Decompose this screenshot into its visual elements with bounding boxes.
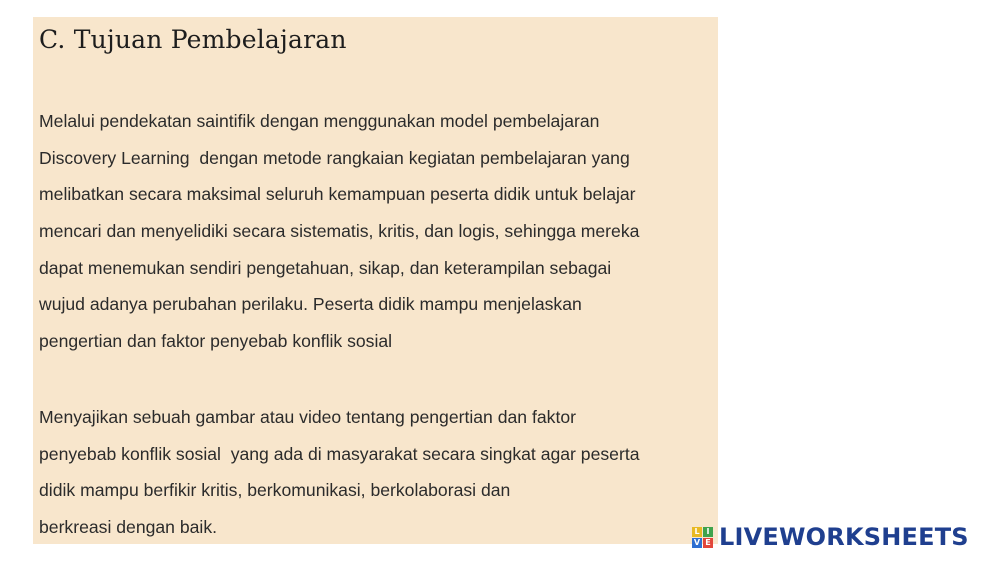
paragraph-line: berkreasi dengan baik.	[39, 517, 218, 538]
paragraph-line: mencari dan menyelidiki secara sistematis, kritis, dan logis, sehingga mereka	[39, 221, 640, 242]
learning-objectives-card	[33, 17, 718, 544]
paragraph-line: penyebab konflik sosial yang ada di masyarakat secara singkat agar peserta	[39, 443, 640, 464]
paragraph-line: Menyajikan sebuah gambar atau video tentang pengertian dan faktor	[39, 407, 576, 427]
logo-letter: E	[703, 538, 713, 548]
paragraph-line: Discovery Learning dengan metode rangkaian kegiatan pembelajaran yang	[39, 147, 630, 168]
paragraph-line: wujud adanya perubahan perilaku. Peserta didik mampu menjelaskan	[39, 294, 582, 315]
logo-letter: V	[693, 537, 701, 547]
liveworksheets-logo-icon	[692, 527, 713, 548]
paragraph-line: dapat menemukan sendiri pengetahuan, sikap, dan keterampilan sebagai	[39, 257, 612, 278]
paragraph-line: pengertian dan faktor penyebab konflik sosial	[39, 331, 393, 352]
objectives-paragraph-2	[39, 399, 717, 546]
logo-letter: I	[703, 527, 713, 537]
brand-wordmark: LIVEWORKSHEETS	[719, 523, 969, 551]
paragraph-line: didik mampu berfikir kritis, berkomunikasi, berkolaborasi dan	[39, 480, 511, 501]
section-title: C. Tujuan Pembelajaran	[39, 25, 347, 54]
paragraph-line: Melalui pendekatan saintifik dengan menggunakan model pembelajaran	[39, 111, 600, 131]
objectives-paragraph-1	[39, 103, 717, 360]
paragraph-line: melibatkan secara maksimal seluruh kemampuan peserta didik untuk belajar	[39, 184, 636, 205]
liveworksheets-brand	[692, 522, 969, 552]
logo-letter: L	[692, 527, 702, 537]
